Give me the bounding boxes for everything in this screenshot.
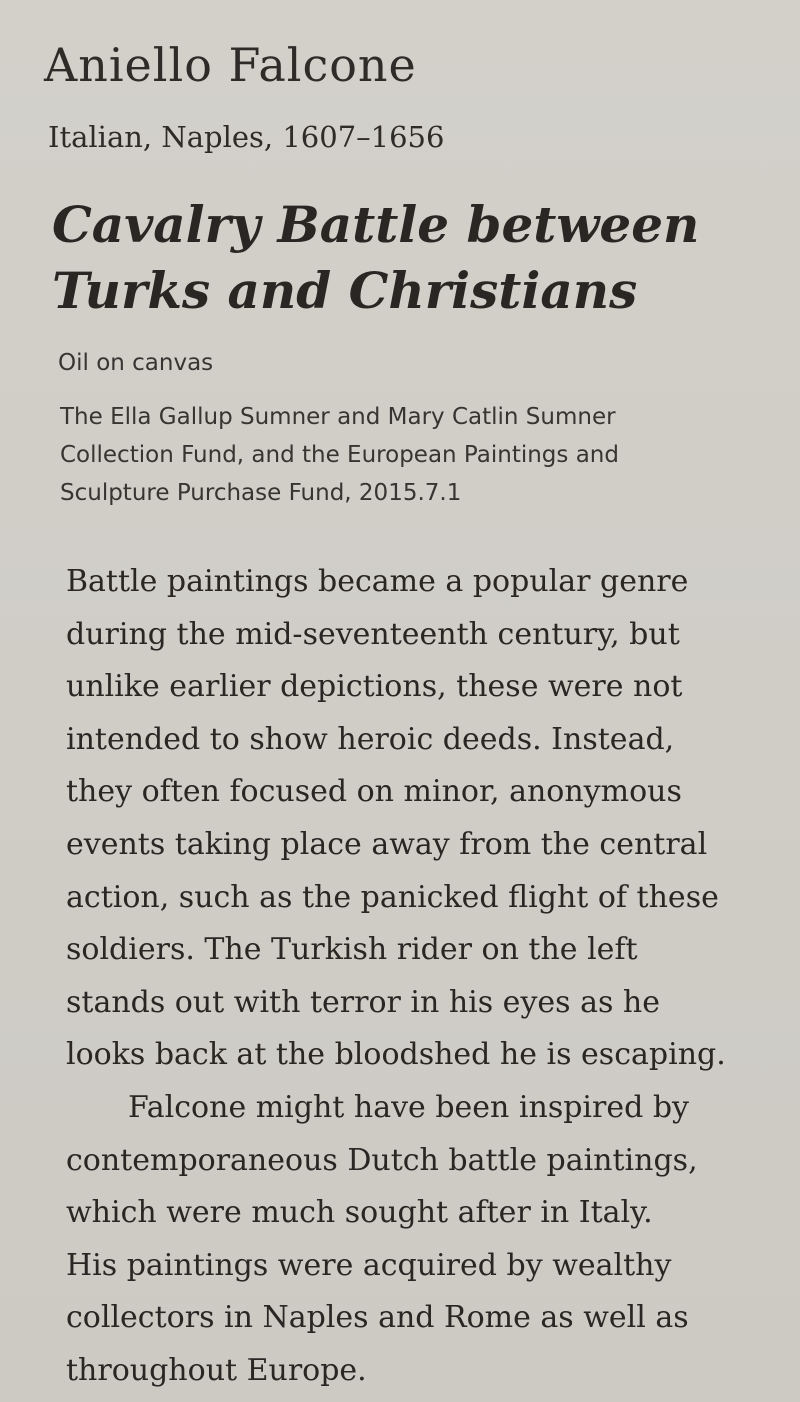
description-text <box>66 556 766 1398</box>
artist-name: Aniello Falcone <box>44 38 417 92</box>
body-line: they often focused on minor, anonymous <box>66 774 682 810</box>
paragraph-1 <box>66 556 766 1082</box>
artwork-title-line: Turks and Christians <box>52 261 638 320</box>
artwork-medium: Oil on canvas <box>58 350 214 376</box>
body-line: collectors in Naples and Rome as well as <box>66 1300 689 1336</box>
body-line: which were much sought after in Italy. <box>66 1195 653 1231</box>
artist-origin-dates: Italian, Naples, 1607–1656 <box>48 120 445 154</box>
body-line: soldiers. The Turkish rider on the left <box>66 932 638 968</box>
artwork-title <box>52 192 772 324</box>
body-line: stands out with terror in his eyes as he <box>66 984 660 1020</box>
body-line: during the mid-seventeenth century, but <box>66 616 680 652</box>
body-line: Falcone might have been inspired by <box>128 1089 690 1125</box>
body-line: action, such as the panicked flight of these <box>66 879 719 915</box>
body-line: throughout Europe. <box>66 1352 367 1388</box>
credit-line <box>60 398 700 512</box>
body-line: His paintings were acquired by wealthy <box>66 1247 672 1283</box>
body-line: looks back at the bloodshed he is escaping. <box>66 1037 726 1073</box>
body-line: intended to show heroic deeds. Instead, <box>66 721 675 757</box>
credit-line-text: The Ella Gallup Sumner and Mary Catlin Sumner <box>60 404 616 430</box>
credit-line-text: Sculpture Purchase Fund, 2015.7.1 <box>60 480 462 506</box>
artwork-title-line: Cavalry Battle between <box>52 195 700 254</box>
paragraph-2 <box>66 1082 766 1398</box>
body-line: events taking place away from the central <box>66 826 708 862</box>
body-line: contemporaneous Dutch battle paintings, <box>66 1142 698 1178</box>
body-line: Battle paintings became a popular genre <box>66 564 689 599</box>
credit-line-text: Collection Fund, and the European Paintings and <box>60 442 619 468</box>
body-line: unlike earlier depictions, these were not <box>66 669 683 705</box>
